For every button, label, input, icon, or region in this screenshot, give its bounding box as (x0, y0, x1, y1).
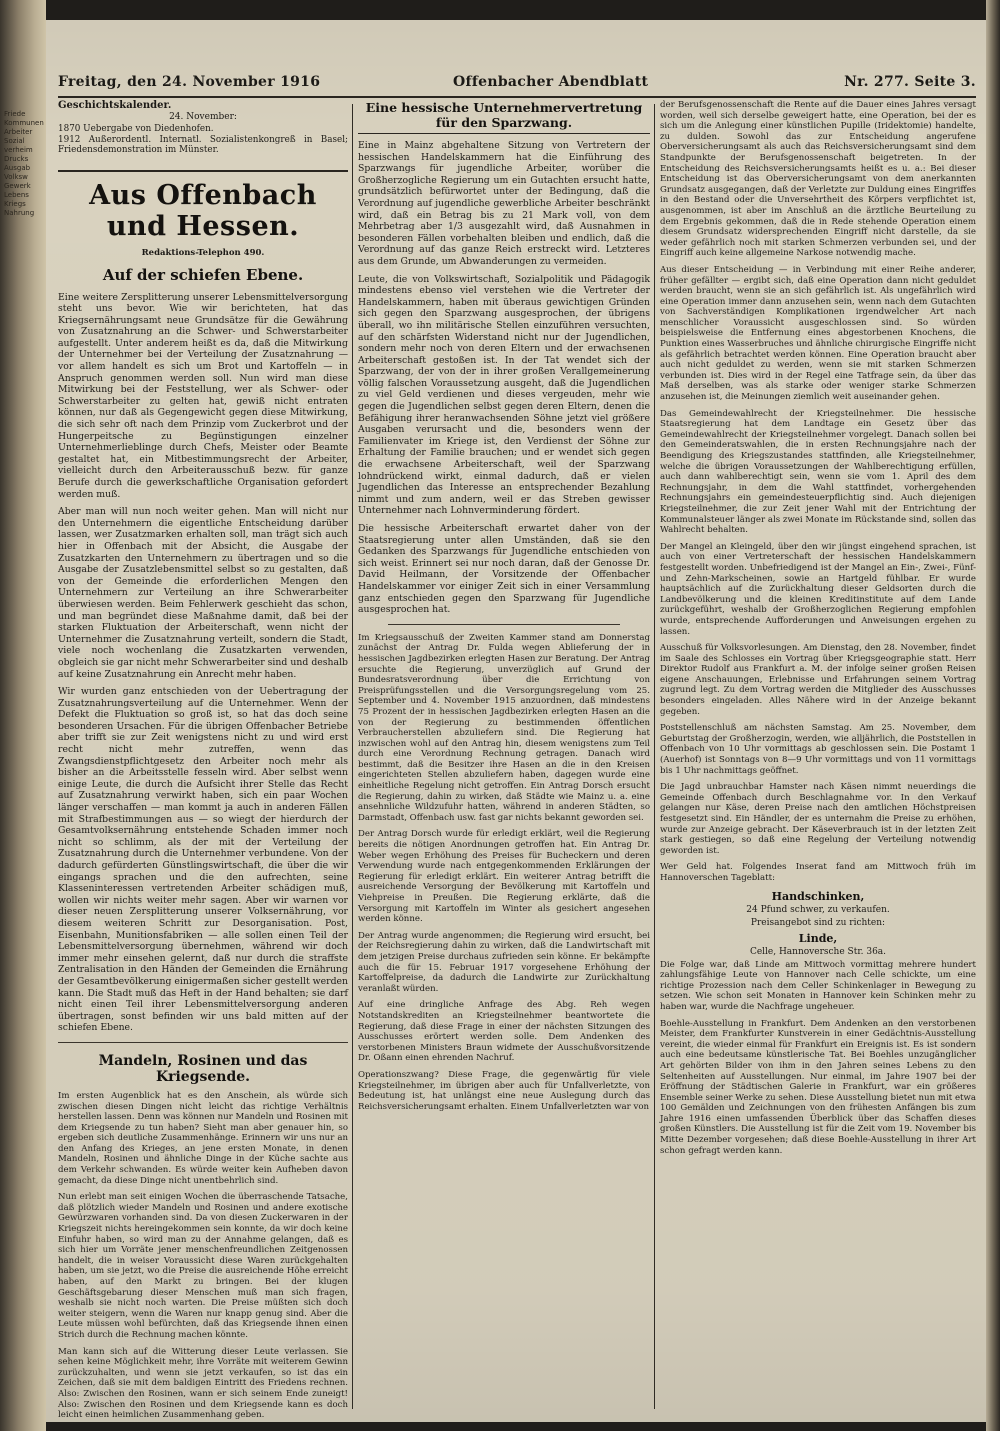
article-paragraph: Wer Geld hat. Folgendes Inserat fand am Mittwoch früh im Hannoverschen Tageblatt: (660, 862, 976, 883)
spine-text: Lebens (4, 191, 29, 199)
ad-headline: Handschinken, (771, 889, 865, 903)
article-paragraph: Eine weitere Zersplitterung unserer Lebensmittelversorgung steht uns bevor. Wie wir berichteten, hat das Kriegsernährungsamt neue Grundsätze für die Gewährung von Zusatznahrung an die Schwer- und Schwerstarbeiter aufgestellt. Unter anderem heißt es da, daß die Mitwirkung der Unternehmer bei der Verteilung der Zusatznahrung — vor allem handelt es sich um Brot und Kartoffeln — in Anspruch genommen werden soll. Nun wird man diese Mitwirkung bei der Feststellung, wer als Schwer- oder Schwerstarbeiter zu gelten hat, gewiß nicht entraten können, nur daß als Gegengewicht gegen diese Mitwirkung, die sich sehr oft nach dem Prinzip vom Zuckerbrot und der Hungerpeitsche zu Begünstigungen einzelner Unternehmerlieblinge durch Chefs, Meister oder Beamte gestaltet hat, ein Mitbestimmungsrecht der Arbeiter, vielleicht durch den Arbeiterausschuß bezw. für ganze Berufe durch die gewerkschaftliche Organisation gefordert werden muß. (58, 291, 348, 500)
spine-text: Sozial (4, 137, 25, 145)
ad-address: Celle, Hannoversche Str. 36a. (749, 946, 887, 957)
article-paragraph: Die hessische Arbeiterschaft erwartet daher von der Staatsregierung unter allen Umständen, daß sie den Gedanken des Sparzwangs für Jugendliche entschieden von sich weist. Erinnert sei nur noch daran, daß der Genosse Dr. David Heilmann, der Vorsitzende der Offenbacher Handelskammer vor einiger Zeit sich in einer Versammlung ganz entschieden gegen den Sparzwang für Jugendliche ausgesprochen hat. (358, 523, 650, 616)
article-paragraph: Das Gemeindewahlrecht der Kriegsteilnehmer. Die hessische Staatsregierung hat dem Landtage ein Gesetz über das Gemeindewahlrecht der Kriegsteilnehmer vorgelegt. Danach sollen bei den Gemeinderatswahlen, die in ersten Rechnungsjahre nach der Beendigung des Kriegszustandes stattfinden, alle Kriegsteilnehmer, welche die übrigen Voraussetzungen der Wahlberechtigung erfüllen, auch dann wahlberechtigt sein, wenn sie vom 1. April des dem Rechnungsjahr, in dem die Wahl stattfindet, vorhergehenden Rechnungsjahrs ein gemeindesteuerpflichtig sind. Auch diejenigen Kriegsteilnehmer, die zur Zeit jener Wahl mit der Entrichtung der Kommunalsteuer länger als zwei Monate im Rückstande sind, sollen das Wahlrecht behalten. (660, 408, 976, 536)
spine-text: Nahrung (4, 209, 35, 217)
article-paragraph: Die Folge war, daß Linde am Mittwoch vormittag mehrere hundert zahlungsfähige Leute von Hannover nach Celle schickte, um eine richtige Prozession nach dem Celler Schinkenlager in Bewegung zu setzen. Wie schon seit Monaten in Hannover kein Schinken mehr zu haben war, wurde die Nachfrage ungeheuer. (660, 959, 976, 1012)
ad-line: Preisangebot sind zu richten: (750, 917, 886, 928)
spine-text: Kommunen (4, 119, 44, 127)
article-paragraph: Im Kriegsausschuß der Zweiten Kammer stand am Donnerstag zunächst der Antrag Dr. Fulda wegen Ablieferung der in hessischen Jagdbezirken erlegten Hasen zur Beratung. Der Antrag ersuchte die Regierung, unverzüglich auf Grund der Bundesratsverordnung über die Errichtung von Preisprüfungsstellen und die Versorgungsregelung vom 25. September und 4. November 1915 anzuordnen, daß mindestens 75 Prozent der in hessischen Jagdbezirken erlegten Hasen an die von der Regierung zu bestimmenden öffentlichen Verbraucherstellen abzuliefern sind. Die Regierung hat inzwischen wohl auf den Antrag hin, diesem wenigstens zum Teil durch eine Verordnung Rechnung getragen. Danach wird bestimmt, daß die Besitzer ihre Hasen an die in den Kreisen eingerichteten Stellen abzuliefern haben, dagegen wurde eine einheitliche Regelung nicht getroffen. Ein Antrag Dorsch ersucht die Regierung, dahin zu wirken, daß Städte wie Mainz u. a. eine ansehnliche Wildzufuhr hatten, während in anderen Städten, so Darmstadt, Offenbach usw. fast gar nichts bekannt geworden sei. (358, 632, 650, 823)
spine-text: verheim (4, 146, 33, 154)
article-paragraph: Man kann sich auf die Witterung dieser Leute verlassen. Sie sehen keine Möglichkeit mehr, ihre Vorräte mit weiterem Gewinn zurückzuhalten, und wenn sie jetzt verkaufen, so ist das ein Zeichen, daß sie mit dem baldigen Eintritt des Friedens rechnen. Also: Zwischen den Rosinen, wann er sich seinem Ende zuneigt! Also: Zwischen den Rosinen und dem Kriegsende kann es doch leicht einen heimlichen Zusammenhang geben. (58, 1346, 348, 1421)
column-left (58, 100, 349, 1421)
article-paragraph: Leute, die von Volkswirtschaft, Sozialpolitik und Pädagogik mindestens ebenso viel verstehen wie die Vertreter der Handelskammern, haben mit überaus gewichtigen Gründen sich gegen den Sparzwang ausgesprochen, der übrigens überall, wo ihn militärische Stellen einzuführen versuchten, auf den schärfsten Widerstand nicht nur der Jugendlichen, sondern mehr noch von deren Eltern und der erwachsenen Arbeiterschaft gestoßen ist. In der Tat wendet sich der Sparzwang, der von der in ihrer großen Verallgemeinerung völlig falschen Voraussetzung ausgeht, daß die Jugendlichen zu viel Geld verdienen und dieses vergeuden, mehr wie gegen die Jugendlichen selbst gegen deren Eltern, denen die Befähigung ihrer heranwachsenden Söhne jetzt viel größere Ausgaben verursacht und die, besonders wenn der Familienvater im Kriege ist, den Verdienst der Söhne zur Erhaltung der Familie brauchen; und er wendet sich gegen die erwachsene Arbeiterschaft, weil der Sparzwang lohndrückend wirkt, einmal dadurch, daß er vielen Jugendlichen das Interesse an entsprechender Bezahlung nimmt und zum andern, weil er das Streben gewisser Unternehmer nach Lohnverminderung fördert. (358, 273, 650, 517)
article-paragraph: Die Jagd unbrauchbar Hamster nach Käsen nimmt neuerdings die Gemeinde Offenbach durch Beschlagnahme vor. In den Verkauf gelangen nur Käse, deren Preise nach den amtlichen Höchstpreisen festgesetzt sind. Ein Händler, der es unternahm die Preise zu erhöhen, wurde zur Anzeige gebracht. Der Käseverbrauch ist in der letzten Zeit stark gestiegen, so daß eine Regelung der Verteilung notwendig geworden ist. (660, 782, 976, 856)
ad-name: Linde, (798, 931, 838, 945)
spine-text: Gewerk (4, 182, 31, 190)
newspaper-page (46, 20, 986, 1422)
classified-ad (660, 890, 976, 958)
calendar-date: 24. November: (169, 112, 237, 122)
spine-text: Drucks (4, 155, 29, 163)
adjacent-page-strip (4, 110, 44, 1390)
masthead-paper-name: Offenbacher Abendblatt (453, 74, 649, 90)
calendar-title: Geschichtskalender. (58, 100, 172, 111)
article-paragraph: Der Mangel an Kleingeld, über den wir jüngst eingehend sprachen, ist auch von einer Vertreterschaft der hessischen Handelskammern festgestellt worden. Unbefriedigend ist der Mangel an Ein-, Zwei-, Fünf- und Zehn-Markscheinen, sowie an Hartgeld fühlbar. Er wurde hauptsächlich auf die Zurückhaltung dieser Geldsorten durch die Landbevölkerung und die kleinen Kreditinstitute auf dem Lande zurückgeführt, weshalb der Großherzoglichen Regierung empfohlen wurde, entsprechende Aufforderungen und Anweisungen ergehen zu lassen. (660, 541, 976, 637)
masthead-date: Freitag, den 24. November 1916 (58, 74, 321, 90)
divider (388, 624, 620, 625)
column-middle (358, 100, 650, 1415)
spine-text: Friede (4, 110, 26, 118)
article-title: Eine hessische Unternehmervertretung für den Sparzwang. (358, 100, 650, 134)
article-paragraph: Eine in Mainz abgehaltene Sitzung von Vertretern der hessischen Handelskammern hat die Einführung des Sparzwangs für jugendliche Arbeiter, worüber die Großherzogliche Regierung um ein Gutachten ersucht hatte, grundsätzlich befürwortet unter der Bedingung, daß die Verordnung auf jugendliche gewerbliche Arbeiter beschränkt wird, daß ein Betrag bis zu 21 Mark voll, von dem Mehrbetrag aber 1/3 ausgezahlt wird, daß Ausnahmen in besonderen Fällen vorbehalten bleiben und endlich, daß die Verordnung auf das ganze Reich erstreckt wird. Letzteres aus dem Grunde, um Abwanderungen zu vermeiden. (358, 140, 650, 267)
calendar-entry: 1912 Außerordentl. Internatl. Sozialistenkongreß in Basel; Friedensdemonstration im Münster. (58, 134, 348, 155)
article-paragraph: Ausschuß für Volksvorlesungen. Am Dienstag, den 28. November, findet im Saale des Schlosses ein Vortrag über Kriegsgeographie statt. Herr Direktor Rudolf aus Frankfurt a. M. der infolge seiner großen Reisen eigene Anschauungen, Erlebnisse und Erfahrungen seinem Vortrag zugrund legt. Zu dem Vortrag werden die Mitglieder des Ausschusses besonders eingeladen. Alles Nähere wird in der Anzeige bekannt gegeben. (660, 643, 976, 717)
article-paragraph: Poststellenschluß am nächsten Samstag. Am 25. November, dem Geburtstag der Großherzogin, werden, wie alljährlich, die Poststellen in Offenbach von 10 Uhr vormittags ab geschlossen sein. Die Postamt 1 (Auerhof) ist Sonntags von 8—9 Uhr vormittags und von 11 vormittags bis 1 Uhr nachmittags geöffnet. (660, 723, 976, 776)
article-paragraph: Auf eine dringliche Anfrage des Abg. Reh wegen Notstandskrediten an Kriegsteilnehmer beantwortete die Regierung, daß diese Frage in einer der nächsten Sitzungen des Ausschusses erörtert werden solle. Dem Andenken des verstorbenen Ministers Braun widmete der Ausschußvorsitzende Dr. Oßann einen ehrenden Nachruf. (358, 1000, 650, 1064)
spine-text: Volksw (4, 173, 28, 181)
spine-text: Arbeiter (4, 128, 33, 136)
masthead (58, 72, 976, 98)
editorial-phone: Redaktions-Telephon 490. (141, 247, 265, 258)
binding-spine (0, 0, 46, 1431)
article-paragraph: Im ersten Augenblick hat es den Anschein, als würde sich zwischen diesen Dingen nicht leicht das richtige Verhältnis herstellen lassen. Denn was können nur Mandeln und Rosinen mit dem Kriegsende zu tun haben? Sieht man aber genauer hin, so ergeben sich deutliche Zusammenhänge. Erinnern wir uns nur an den Anfang des Krieges, an jene ersten Monate, in denen Mandeln, Rosinen und ähnliche Dinge in der Küche sachte aus dem Verkehr schwanden. Es würde weiter kein Aufheben davon gemacht, da diese Dinge nicht unentbehrlich sind. (58, 1090, 348, 1186)
calendar-entry: 1870 Uebergabe von Diedenhofen. (58, 124, 214, 134)
section-title: Aus Offenbach und Hessen. (58, 170, 348, 242)
article-paragraph: Boehle-Ausstellung in Frankfurt. Dem Andenken an den verstorbenen Meister, dem Frankfurter Kunstverein in einer Gedächtnis-Ausstellung vereint, die wieder einmal für Frankfurt ein Ereignis ist. Es ist sondern auch eine bedeutsame künstlerische Tat. Bei Boehles unzugänglicher Art gehörten Bilder von ihm in den Jahren seines Lebens zu den Seltenheiten auf Ausstellungen. Nur einmal, im Jahre 1907 bei der Eröffnung der Städtischen Galerie in Frankfurt, war ein größeres Ensemble seiner Werke zu sehen. Diese Ausstellung bietet nun mit etwa 100 Gemälden und Zeichnungen von den frühesten Anfängen bis zum Jahre 1916 einen umfassenden Überblick über das Schaffen dieses großen Künstlers. Die Ausstellung ist für die Zeit vom 19. November bis Mitte Dezember vorgesehen; daß diese Boehle-Ausstellung in ihrer Art schon gefragt werden kann. (660, 1018, 976, 1156)
article-title: Mandeln, Rosinen und das Kriegsende. (98, 1052, 308, 1085)
article-paragraph: Aber man will nun noch weiter gehen. Man will nicht nur den Unternehmern die eigentliche Entscheidung darüber lassen, wer Zusatzmarken erhalten soll, man trägt sich auch hier in Offenbach mit der Absicht, die Ausgabe der Zusatzkarten den Unternehmern zu übertragen und so die Ausgabe der Zusatzlebensmittel selbst so zu gestalten, daß von der Gemeinde die erforderlichen Mengen den Unternehmern zur Verteilung an ihre Schwerarbeiter überwiesen werden. Beim Fehlerwerk geschieht das schon, und man begründet diese Maßnahme damit, daß bei der starken Fluktuation der Arbeiterschaft, wenn nicht der Unternehmer die Zusatznahrung verteilt, sondern die Stadt, viele noch wochenlang die Zusatzkarten verwenden, obgleich sie gar nicht mehr Schwerarbeiter sind und deshalb auf keine Zusatznahrung ein Anrecht mehr haben. (58, 506, 348, 680)
column-rule (352, 104, 353, 1409)
masthead-page-number: Nr. 277. Seite 3. (844, 74, 976, 90)
history-calendar (58, 100, 348, 156)
article-title: Auf der schiefen Ebene. (102, 265, 304, 284)
page-edge (986, 0, 1000, 1431)
column-right (660, 100, 976, 1415)
article-paragraph: Aus dieser Entscheidung — in Verbindung mit einer Reihe anderer, früher gefällter — ergibt sich, daß eine Operation dann nicht geduldet werden braucht, wenn sie an sich gefährlich ist. Als ungefährlich wird eine Operation immer dann anzusehen sein, wenn nach dem Gutachten von Sachverständigen Komplikationen irgendwelcher Art nach menschlicher Voraussicht ausgeschlossen sind. So würden beispielsweise die Entfernung eines abgestorbenen Knochens, die Punktion eines Wasserbruches und ähnliche chirurgische Eingriffe nicht als gefährlich betrachtet werden können. Eine Operation braucht aber auch nicht geduldet zu werden, wenn sie mit starken Schmerzen verbunden ist. Dies wird in der Regel eine Tatfrage sein, da über das Maß derselben, was als starke oder weniger starke Schmerzen anzusehen ist, die Meinungen ziemlich weit auseinander gehen. (660, 264, 976, 403)
article-paragraph: Wir wurden ganz entschieden von der Uebertragung der Zusatznahrungsverteilung auf die Unternehmer. Wenn der Defekt die Fluktuation so groß ist, so hat das doch seine besonderen Ursachen. Für die übrigen Offenbacher Betriebe aber trifft sie zur Zeit wenigstens nicht zu und wird erst recht nicht mehr zutreffen, wenn das Zwangsdienstpflichtgesetz den Arbeiter noch mehr als bisher an die Arbeitsstelle fesseln wird. Aber selbst wenn einige Leute, die durch die Aufsicht ihrer Stelle das Recht auf Zusatznahrung verwirkt haben, sich ein paar Wochen länger verschaffen — man kommt ja auch in anderen Fällen mit Strafbestimmungen aus — so wiegt der hierdurch der Gesamtvolksernährung entstehende Schaden immer noch nicht so schlimm, als der mit der Verteilung der Zusatznahrung durch die Unternehmer verbundene. Von der dadurch gefürderten Günstlingswirtschaft, die über die wir eingangs sprachen und die den aufrechten, seine Klasseninteressen vertretenden Arbeiter schädigen muß, wollen wir nichts weiter mehr sagen. Aber wir warnen vor dieser neuen Zersplitterung unserer Volksernährung, vor diesem weiteren Schritt zur Desorganisation. Post, Eisenbahn, Munitionsfabriken — alle sollen einen Teil der Lebensmittelversorgung übernehmen, während wir doch immer mehr einsehen gelernt, daß nur durch die straffste Zentralisation in den Händen der Gemeinden die Ernährung der Gesamtbevölkerung einigermaßen sicher gestellt werden kann. Die Stadt muß das Heft in der Hand behalten; sie darf nicht einen Teil ihrer Lebensmittelversorgung anderen übertragen, sonst befinden wir uns bald mitten auf der schiefen Ebene. (58, 686, 349, 1034)
ad-line: 24 Pfund schwer, zu verkaufen. (746, 904, 890, 915)
spine-text: Ausgab (4, 164, 31, 172)
article-paragraph: Operationszwang? Diese Frage, die gegenwärtig für viele Kriegsteilnehmer, im übrigen aber auch für Unfallverletzte, von Bedeutung ist, hat unlängst eine neue Auslegung durch das Reichsversicherungsamt erhalten. Einem Unfallverletzten war von (358, 1069, 650, 1112)
divider (58, 1042, 348, 1043)
article-paragraph: Nun erlebt man seit einigen Wochen die überraschende Tatsache, daß plötzlich wieder Mandeln und Rosinen und andere exotische Gewürzwaren vorhanden sind. Da von diesen Zuckerwaren in der Kriegszeit nichts hereingekommen sein konnte, da wir doch keine Einfuhr haben, so wird man zu der Annahme gelangen, daß es sich hier um Vorräte jener menschenfreundlichen Zeitgenossen handelt, die in weiser Voraussicht diese Waren zurückgehalten haben, um sie jetzt, wo die Preise die ausreichende Höhe erreicht haben, auf den Markt zu bringen. Bei der klugen Geschäftsgebarung dieser Menschen muß man sich fragen, weshalb sie nicht noch warten. Die Preise müßten sich doch weiter steigern, wenn die Waren nur knapp genug sind. Aber die Leute müssen wohl befürchten, daß das Kriegsende ihnen einen Strich durch die Rechnung machen könnte. (58, 1192, 348, 1340)
article-paragraph: Der Antrag wurde angenommen; die Regierung wird ersucht, bei der Reichsregierung dahin zu wirken, daß die Landwirtschaft mit dem jetzigen Preise durchaus zufrieden sein könne. Er bekämpfte auch die für 15. Februar 1917 vorgesehene Erhöhung der Kartoffelpreise, da dadurch die Landwirte zur Zurückhaltung veranlaßt würden. (358, 930, 650, 994)
article-paragraph: der Berufsgenossenschaft die Rente auf die Dauer eines Jahres versagt worden, weil sich derselbe geweigert hatte, eine Operation, bei der es sich um die Anlegung einer künstlichen Pupille (Iridektomie) handelte, zu dulden. Sowohl das zur Entscheidung angerufene Oberversicherungsamt als auch das Reichsversicherungsamt sind dem Standpunkte der Berufsgenossenschaft beigetreten. In der Entscheidung des Reichsversicherungsamts heißt es u. a.: Bei dieser Entscheidung ist das Oberversicherungsamt von dem anerkannten Grundsatz ausgegangen, daß der Verletzte zur Duldung eines Eingriffes in den Bestand oder die Unversehrtheit des Körpers verpflichtet ist, ausgenommen, ist aber im Anschluß an die ärztliche Beurteilung zu dem Ergebnis gekommen, daß die in Rede stehende Operation einem diesem Grundsatz widersprechenden Eingriff nicht darstelle, da sie weder gefährlich noch mit starken Schmerzen verbunden sei, und der Eingriff auch keine allgemeine Narkose notwendig mache. (660, 100, 976, 259)
article-paragraph: Der Antrag Dorsch wurde für erledigt erklärt, weil die Regierung bereits die nötigen Anordnungen getroffen hat. Ein Antrag Dr. Weber wegen Erhöhung des Preises für Bucheckern und deren Verwendung wurde nach entgegenkommenden Erklärungen der Regierung für erledigt erklärt. Ein weiterer Antrag betrifft die ausreichende Versorgung der Bevölkerung mit Kartoffeln und Viehpreise in Preußen. Die Regierung erklärte, daß die Versorgung mit Kartoffeln im Winter als gesichert angesehen werden könne. (358, 829, 650, 925)
spine-text: Kriegs (4, 200, 26, 208)
column-rule (654, 104, 655, 1409)
